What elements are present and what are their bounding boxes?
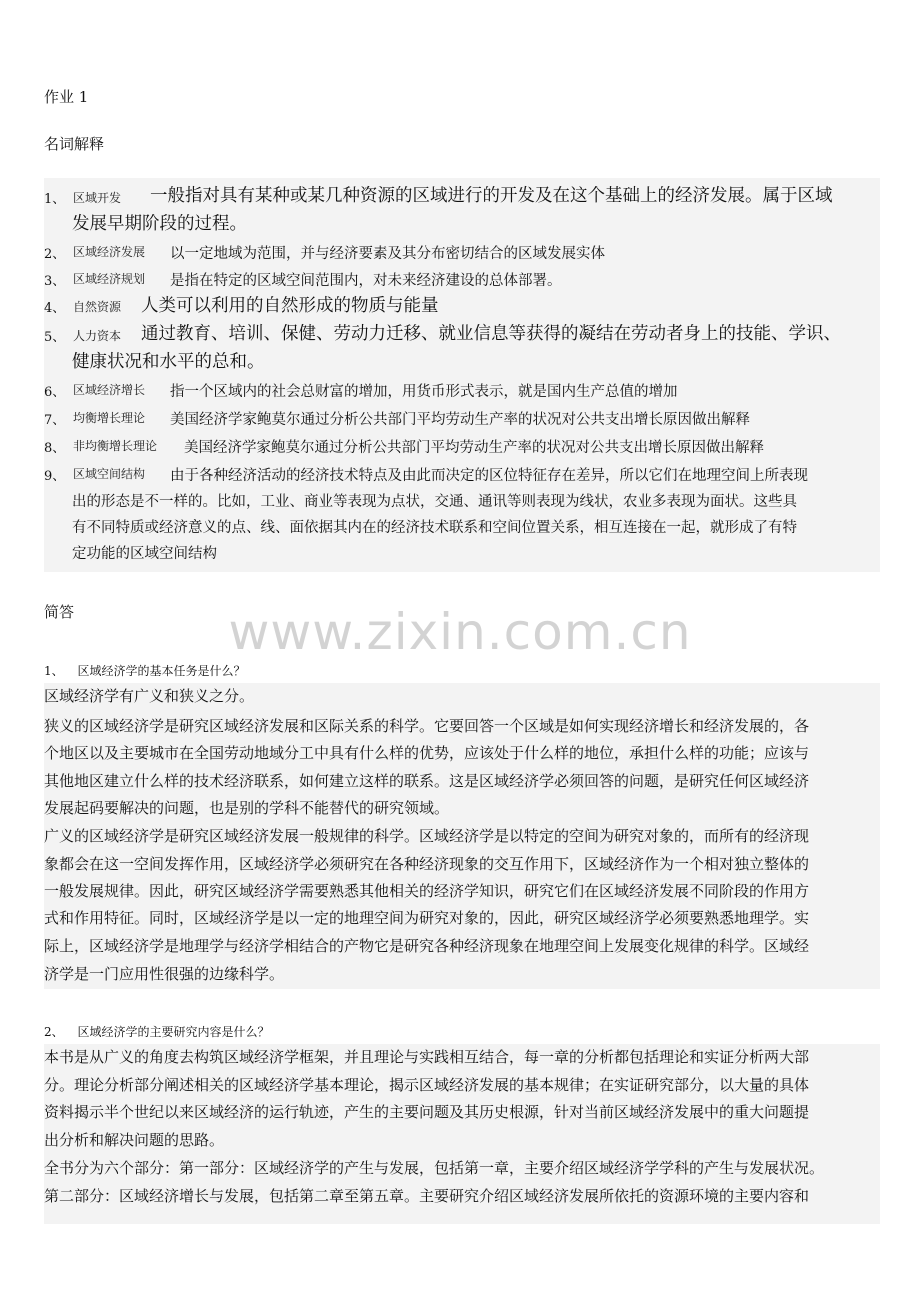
- item-number: 7、: [44, 413, 66, 428]
- definition-text-cont: 有不同特质或经济意义的点、线、面依据其内在的经济技术联系和空间位置关系，相互连接在一起，就形成了有特: [72, 520, 797, 536]
- item-number: 4、: [44, 301, 66, 316]
- answer-line: 全书分为六个部分：第一部分：区域经济学的产生与发展，包括第一章，主要介绍区域经济学学科的产生与发展状况。: [44, 1159, 825, 1177]
- answer-line: 象都会在这一空间发挥作用，区域经济学必须研究在各种经济现象的交互作用下，区域经济作为一个相对独立整体的: [44, 855, 810, 873]
- definition-text: 由于各种经济活动的经济技术特点及由此而决定的区位特征存在差异，所以它们在地理空间上所表现: [170, 468, 808, 484]
- term-label: 自然资源: [73, 300, 122, 314]
- question-title: 区域经济学的主要研究内容是什么？: [77, 1025, 270, 1039]
- definition-text: 美国经济学家鲍莫尔通过分析公共部门平均劳动生产率的状况对公共支出增长原因做出解释: [184, 440, 764, 456]
- term-label: 区域经济增长: [73, 383, 146, 397]
- item-number: 2、: [44, 247, 66, 262]
- term-label: 人力资本: [73, 329, 122, 343]
- definition-text-cont: 出的形态是不一样的。比如，工业、商业等表现为点状，交通、通讯等则表现为线状，农业多表现为面状。这些具: [72, 494, 797, 510]
- definition-text-cont: 发展早期阶段的过程。: [72, 214, 247, 234]
- definition-text: 通过教育、培训、保健、劳动力迁移、就业信息等获得的凝结在劳动者身上的技能、学识、: [141, 324, 841, 344]
- definitions-block: [44, 178, 880, 572]
- term-label: 区域经济规划: [73, 272, 146, 286]
- question-2: [44, 1023, 269, 1040]
- item-number: 3、: [44, 274, 66, 289]
- definition-text: 人类可以利用的自然形成的物质与能量: [141, 296, 439, 316]
- term-label: 均衡增长理论: [73, 411, 146, 425]
- answer-line: 一般发展规律。因此，研究区域经济学需要熟悉其他相关的经济学知识，研究它们在区域经济发展不同阶段的作用方: [44, 882, 810, 900]
- answer-1-block: [44, 683, 880, 989]
- answer-line: 出分析和解决问题的思路。: [44, 1131, 225, 1149]
- answer-line: 际上，区域经济学是地理学与经济学相结合的产物它是研究各种经济现象在地理空间上发展变化规律的科学。区域经: [44, 937, 810, 955]
- answer-line: 其他地区建立什么样的技术经济联系，如何建立这样的联系。这是区域经济学必须回答的问题，是研究任何区域经济: [44, 772, 810, 790]
- answer-line: 资料揭示半个世纪以来区域经济的运行轨迹，产生的主要问题及其历史根源，针对当前区域经济发展中的重大问题提: [44, 1103, 810, 1121]
- answer-line: 第二部分：区域经济增长与发展，包括第二章至第五章。主要研究介绍区域经济发展所依托的资源环境的主要内容和: [44, 1187, 810, 1205]
- answer-line: 式和作用特征。同时，区域经济学是以一定的地理空间为研究对象的，因此，研究区域经济学必须要熟悉地理学。实: [44, 909, 810, 927]
- question-number: 1、: [44, 664, 64, 678]
- term-label: 非均衡增长理论: [73, 439, 158, 453]
- definition-text: 美国经济学家鲍莫尔通过分析公共部门平均劳动生产率的状况对公共支出增长原因做出解释: [170, 412, 750, 428]
- assignment-heading: 作业 1: [44, 88, 89, 106]
- item-number: 9、: [44, 469, 66, 484]
- answer-line: 分。理论分析部分阐述相关的区域经济学基本理论，揭示区域经济发展的基本规律；在实证研究部分，以大量的具体: [44, 1076, 810, 1094]
- definition-text: 是指在特定的区域空间范围内，对未来经济建设的总体部署。: [170, 273, 562, 289]
- definition-text: 指一个区域内的社会总财富的增加，用货币形式表示，就是国内生产总值的增加: [170, 384, 678, 400]
- watermark: www.zixin.com.cn: [228, 603, 692, 661]
- definition-text: 一般指对具有某种或某几种资源的区域进行的开发及在这个基础上的经济发展。属于区域: [150, 186, 833, 206]
- section-short-answer-heading: 简答: [44, 603, 75, 621]
- term-label: 区域经济发展: [73, 245, 146, 259]
- item-number: 6、: [44, 385, 66, 400]
- definition-text-cont: 健康状况和水平的总和。: [72, 352, 265, 372]
- answer-line: 个地区以及主要城市在全国劳动地域分工中具有什么样的优势，应该处于什么样的地位，承担什么样的功能；应该与: [44, 744, 810, 762]
- answer-2-block: [44, 1044, 880, 1224]
- definition-text-cont: 定功能的区域空间结构: [72, 546, 217, 562]
- answer-line: 发展起码要解决的问题，也是别的学科不能替代的研究领域。: [44, 799, 450, 817]
- answer-line: 本书是从广义的角度去构筑区域经济学框架，并且理论与实践相互结合，每一章的分析都包括理论和实证分析两大部: [44, 1048, 810, 1066]
- item-number: 1、: [44, 192, 66, 207]
- answer-line: 广义的区域经济学是研究区域经济发展一般规律的科学。区域经济学是以特定的空间为研究对象的，而所有的经济现: [44, 827, 810, 845]
- question-1: [44, 662, 245, 679]
- answer-line: 济学是一门应用性很强的边缘科学。: [44, 965, 285, 983]
- answer-line: 狭义的区域经济学是研究区域经济发展和区际关系的科学。它要回答一个区域是如何实现经济增长和经济发展的，各: [44, 717, 810, 735]
- question-number: 2、: [44, 1025, 64, 1039]
- term-label: 区域开发: [73, 191, 122, 205]
- section-terms-heading: 名词解释: [44, 135, 105, 153]
- answer-line: 区域经济学有广义和狭义之分。: [44, 687, 255, 705]
- item-number: 5、: [44, 330, 66, 345]
- term-label: 区域空间结构: [73, 467, 146, 481]
- item-number: 8、: [44, 441, 66, 456]
- question-title: 区域经济学的基本任务是什么？: [77, 664, 246, 678]
- definition-text: 以一定地域为范围，并与经济要素及其分布密切结合的区域发展实体: [170, 246, 605, 262]
